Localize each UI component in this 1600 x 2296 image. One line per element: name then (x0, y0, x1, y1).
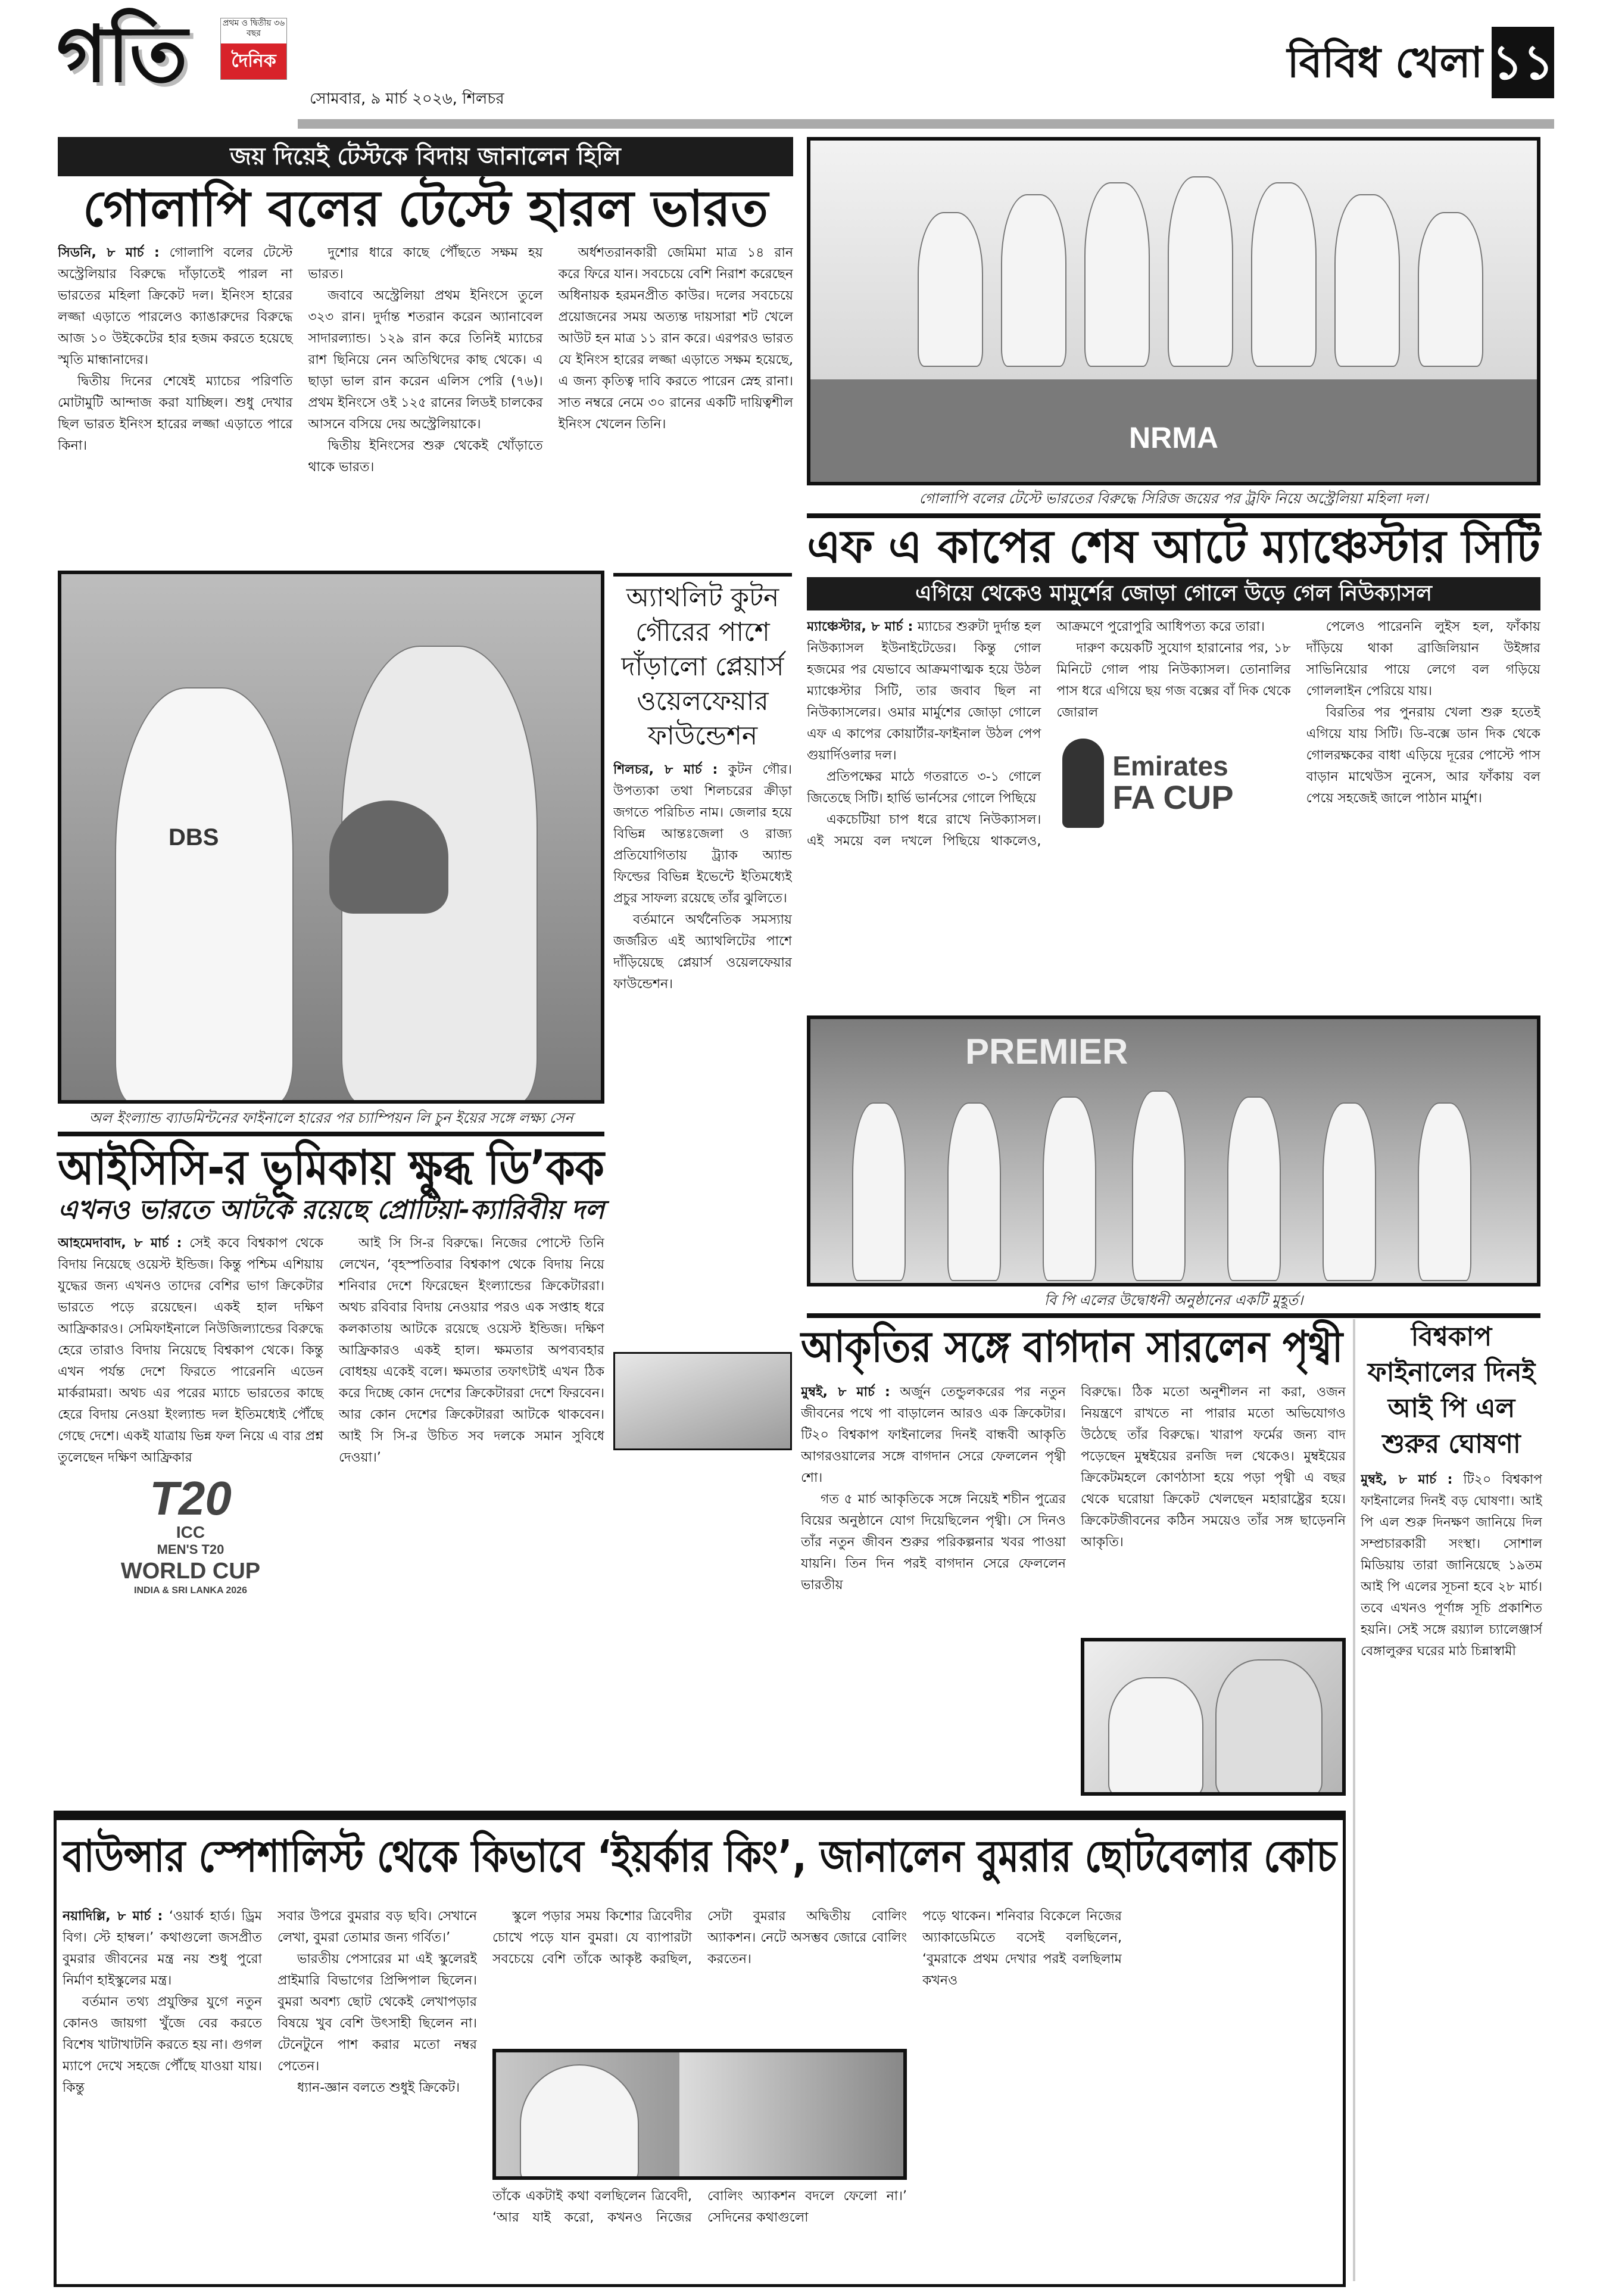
t20-world-cup-logo: T20 ICC MEN'S T20 WORLD CUP INDIA & SRI LANKA 2026 (120, 1471, 261, 1596)
section-title: বিবিধ খেলা (1287, 38, 1483, 87)
icc-subhead: এখনও ভারতে আটকে রয়েছে প্রোটিয়া-ক্যারিবীয় দল (58, 1195, 604, 1225)
test-article: সিডনি, ৮ মার্চ : গোলাপি বলের টেস্টে অস্ট্রেলিয়ার বিরুদ্ধে দাঁড়াতেই পারল না ভারতের মহিলা ক্রিকেট দল। ইনিংস হারের লজ্জা এড়াতে পারলেও ক্যাঙারুদের বিরুদ্ধে আজ ১০ উইকেটের হার হজম করতে হয়েছে স্মৃতি মান্ধানাদের। দ্বিতীয় দিনের শেষেই ম্যাচের পরিণতি মোটামুটি আন্দাজ করা যাচ্ছিল। শুধু দেখার ছিল ভারত ইনিংস হারের লজ্জা এড়াতে পারে কিনা। দুশোর ধারে কাছে পৌঁছতে সক্ষম হয় ভারত। জবাবে অস্ট্রেলিয়া প্রথম ইনিংসে তুলে ৩২৩ রান। দুর্দান্ত শতরান করেন অ্যানাবেল সাদারল্যান্ড। ১২৯ রান করে তিনিই ম্যাচের রাশ ছিনিয়ে নেন অতিথিদের কাছ থেকে। এ ছাড়া ভাল রান করেন এলিস পেরি (৭৬)। প্রথম ইনিংসে ওই ১২৫ রানের লিডই চালকের আসনে বসিয়ে দেয় অস্ট্রেলিয়াকে। দ্বিতীয় ইনিংসের শুরু থেকেই খোঁড়াতে থাকে ভারত। অর্ধশতরানকারী জেমিমা মাত্র ১৪ রান করে ফিরে যান। সবচেয়ে বেশি নিরাশ করেছেন অধিনায়ক হরমনপ্রীত কাউর। দলের সবচেয়ে প্রয়োজনের সময় অত্যন্ত দায়সারা শট খেলে আউট হন মাত্র ১১ রান করে। এরপরও ভারত যে ইনিংস হারের লজ্জা এড়াতে সক্ষম হয়েছে, এ জন্য কৃতিত্ব দাবি করতে পারেন স্নেহ রানা। সাত নম্বরে নেমে ৩০ রানের একটি দায়িত্বশীল ইনিংস খেলেন তিনি। (58, 245, 793, 475)
facup-logo: Emirates FA CUP (1056, 724, 1290, 843)
dateline: মুম্বই, ৮ মার্চ : (1361, 1472, 1453, 1487)
icc-story (58, 1141, 604, 1799)
coach-and-team-photo (492, 2049, 907, 2180)
prithvi-article-continued: বিরুদ্ধে। ঠিক মতো অনুশীলন না করা, ওজন নিয়ন্ত্রণে রাখতে না পারার মতো অভিযোগও উঠেছে তাঁর বিরুদ্ধে। খারাপ ফর্মের জন্য বাদ পড়েছেন মুম্বইয়ের রনজি দল থেকেও। মুম্বইয়ের ক্রিকেটমহলে কোণঠাসা হয়ে পড়া পৃথ্বী এ বছর থেকে ঘরোয়া ক্রিকেট খেলছেন মহারাষ্ট্রের হয়ে। ক্রিকেটজীবনের কঠিন সময়েও তাঁর সঙ্গ ছাড়েননি আকৃতি। (1081, 1385, 1346, 1550)
badge-title: দৈনিক (221, 43, 286, 79)
prithvi-article: মুম্বই, ৮ মার্চ : অর্জুন তেন্ডুলকরের পর নতুন জীবনের পথে পা বাড়ালেন আরও এক ক্রিকেটার। টি২০ বিশ্বকাপ ফাইনালের দিনই বান্ধবী আকৃতি আগরওয়ালের সঙ্গে বাগদান সেরে ফেললেন পৃথ্বী শো। গত ৫ মার্চ আকৃতিকে সঙ্গে নিয়েই শচীন পুত্রের বিয়ের অনুষ্ঠানে যোগ দিয়েছিলেন পৃথ্বী। সে দিনও তাঁর নতুন জীবন শুরুর পরিকল্পনার খবর পাওয়া যায়নি। তিন দিন পরই বাগদান সেরে ফেললেন ভারতীয় (801, 1385, 1066, 1593)
australia-team-photo (807, 137, 1540, 485)
australia-photo-caption: গোলাপি বলের টেস্টে ভারতের বিরুদ্ধে সিরিজ জয়ের পর ট্রফি নিয়ে অস্ট্রেলিয়া মহিলা দল। (919, 490, 1429, 507)
event-banner: PREMIER (965, 1032, 1128, 1071)
bumrah-article-col5: পড়ে থাকেন। শনিবার বিকেলে নিজের অ্যাকাডেমিতে বসেই বলছিলেন, ‘বুমরাকে প্রথম দেখার পরই বলছিলাম কখনও (922, 1909, 1122, 1988)
test-story (58, 137, 793, 560)
facup-article: ম্যাঞ্চেস্টার, ৮ মার্চ : ম্যাচের শুরুটা দুর্দান্ত হল নিউক্যাসল ইউনাইটেডের। কিন্তু গোল হজমের পর যেভাবে আক্রমণাত্মক হয়ে উঠল ম্যাঞ্চেস্টার সিটি, তার জবাব ছিল না নিউক্যাসলের। ওমার মার্মুশের জোড়া গোলে এফ এ কাপের কোয়ার্টার-ফাইনাল উঠল পেপ গুয়ার্দিওলার দল। প্রতিপক্ষের মাঠে গতরাতে ৩-১ গোলে জিতেছে সিটি। হার্ভি ভার্নসের গোলে পিছিয়ে একচেটিয়া চাপ ধরে রাখে নিউক্যাসল। এই সময়ে বল দখলে পিছিয়ে থাকলেও, আক্রমণে পুরোপুরি আধিপত্য করে তারা। দারুণ কয়েকটি সুযোগ হারানোর পর, ১৮ মিনিটে গোল পায় নিউক্যাসল। তোনালির পাস ধরে এগিয়ে ছয় গজ বক্সের বাঁ দিক থেকে জোরাল Emirates FA CUP পেলেও পারেননি লুইস হল, ফাঁকায় দাঁড়িয়ে থাকা ব্রাজিলিয়ান উইঙ্গার সাভিনিয়োর পায়ে লেগে বল গড়িয়ে গোললাইন পেরিয়ে যায়। বিরতির পর পুনরায় খেলা শুরু হতেই এগিয়ে যায় সিটি। ডি-বক্সে ডান দিক থেকে গোলরক্ষকের বাধা এড়িয়ে দূরের পোস্টে পাস বাড়ান মাথেউস নুনেস, আর ফাঁকায় বল পেয়ে সহজেই জালে পাঠান মার্মুশ। (807, 619, 1540, 849)
athlete-photo (613, 1352, 792, 1450)
dateline: ম্যাঞ্চেস্টার, ৮ মার্চ : (807, 619, 913, 635)
ipl-headline: বিশ্বকাপ ফাইনালের দিনই আই পি এল শুরুর ঘোষণা (1367, 1322, 1536, 1459)
test-headline: গোলাপি বলের টেস্টে হারল ভারত (82, 179, 769, 238)
divider (58, 1132, 604, 1136)
prithvi-headline: আকৃতির সঙ্গে বাগদান সারলেন পৃথ্বী (801, 1322, 1343, 1372)
facup-story (807, 521, 1540, 1007)
athlete-article: শিলচর, ৮ মার্চ : কুটন গৌর। উপত্যকা তথা শিলচরের ক্রীড়া জগতে পরিচিত নাম। জেলার হয়ে বিভিন্ন আন্তঃজেলা ও রাজ্য প্রতিযোগিতায় ট্র্যাক অ্যান্ড ফিল্ডের বিভিন্ন ইভেন্টে ইতিমধ্যেই প্রচুর সাফল্য রয়েছে তাঁর ঝুলিতে। বর্তমানে অর্থনৈতিক সমস্যায় জর্জরিত এই অ্যাথলিটের পাশে দাঁড়িয়েছে প্লেয়ার্স ওয়েলফেয়ার ফাউন্ডেশন। (613, 762, 792, 992)
header-rule (298, 119, 1554, 129)
dateline: আহমেদাবাদ, ৮ মার্চ : (58, 1235, 182, 1251)
facup-subhead: এগিয়ে থেকেও মামুর্শের জোড়া গোলে উড়ে গেল নিউক্যাসল (807, 577, 1540, 610)
test-kicker: জয় দিয়েই টেস্টকে বিদায় জানালেন হিলি (58, 137, 793, 176)
bpl-opening-photo (807, 1015, 1540, 1286)
issue-date: সোমবার, ৯ মার্চ ২০২৬, শিলচর (310, 90, 504, 108)
trophy-icon (329, 800, 448, 914)
edition-badge (220, 18, 287, 80)
bumrah-headline: বাউন্সার স্পেশালিস্ট থেকে কিভাবে ‘ইয়র্কার কিং’, জানালেন বুমরার ছোটবেলার কোচ (63, 1831, 1337, 1882)
divider (807, 513, 1540, 518)
newspaper-logo: গতি (57, 9, 188, 99)
bumrah-article-under-photo: তাঁকে একটাই কথা বলছিলেন ত্রিবেদী, ‘আর যাই করো, কখনও নিজের বোলিং অ্যাকশন বদলে ফেলো না।’ সেদিনের কথাগুলো (492, 2189, 907, 2225)
dateline: সিডনি, ৮ মার্চ : (58, 245, 160, 260)
engagement-photo (1081, 1638, 1346, 1796)
ipl-story (1361, 1319, 1542, 2281)
page-number: ১১ (1492, 27, 1554, 98)
column-divider (1353, 1319, 1355, 2281)
dateline: শিলচর, ৮ মার্চ : (613, 762, 718, 777)
sponsor-banner: NRMA (1129, 421, 1218, 454)
bumrah-article-col3: স্কুলে পড়ার সময় কিশোর ত্রিবেদীর চোখে পড়ে যান বুমরা। যে ব্যাপারটা সবচেয়ে বেশি তাঁকে আকৃষ্ট করছিল, সেটা বুমরার অদ্বিতীয় বোলিং অ্যাকশন। নেটে অসম্ভব জোরে বোলিং করতেন। (492, 1909, 907, 1967)
divider (807, 1313, 1540, 1318)
athlete-headline: অ্যাথলিট কুটন গৌরের পাশে দাঁড়ালো প্লেয়ার্স ওয়েলফেয়ার ফাউন্ডেশন (621, 582, 784, 751)
badge-subtitle: প্রথম ও দ্বিতীয় ৩৬ বছর (222, 18, 285, 38)
badminton-photo-caption: অল ইংল্যান্ড ব্যাডমিন্টনের ফাইনালে হারের পর চ্যাম্পিয়ন লি চুন ইয়ের সঙ্গে লক্ষ্য সেন (89, 1110, 573, 1126)
icc-article: আহমেদাবাদ, ৮ মার্চ : সেই কবে বিশ্বকাপ থেকে বিদায় নিয়েছে ওয়েস্ট ইন্ডিজ। কিন্তু পশ্চিম এশিয়ায় যুদ্ধের জন্য এখনও তাদের বেশির ভাগ ক্রিকেটার ভারতে পড়ে রয়েছেন। একই হাল দক্ষিণ আফ্রিকারও। সেমিফাইনালে নিউজিল্যান্ডের বিরুদ্ধে হেরে তারাও বিদায় নিয়েছে বিশ্বকাপ থেকে। কিন্তু এখন পর্যন্ত দেশে ফিরতে পারেননি এডেন মার্করামরা। অথচ এর পরের ম্যাচে ভারতের কাছে হেরে বিদায় নেওয়া ইংল্যান্ড দল ইতিমধ্যেই পৌঁছে গেছে দেশে। একই যাত্রায় ভিন্ন ফল নিয়ে এ বার প্রশ্ন তুলেছেন দক্ষিণ আফ্রিকার T20 ICC MEN'S T20 WORLD CUP INDIA & SRI LANKA 2026 আই সি সি-র বিরুদ্ধে। নিজের পোস্টে তিনি লেখেন, ‘বৃহস্পতিবার বিশ্বকাপ থেকে বিদায় নিয়ে শনিবার দেশে ফিরেছেন ইংল্যান্ডের ক্রিকেটাররা। অথচ রবিবার বিদায় নেওয়ার পরও এক সপ্তাহ ধরে কলকাতায় আটকে রয়েছে ওয়েস্ট ইন্ডিজ। দক্ষিণ আফ্রিকারও একই হাল। ক্ষমতার অপব্যবহার বোধহয় একেই বলে। ক্ষমতার তফাৎটাই এখন ঠিক করে দিচ্ছে কোন দেশের ক্রিকেটাররা দেশে ফিরবেন। আর কোন দেশের ক্রিকেটাররা আটকে থাকবেন। আই সি সি-র উচিত সব দলকে সমান সুবিধে দেওয়া।’ (58, 1233, 604, 1799)
facup-headline: এফ এ কাপের শেষ আটে ম্যাঞ্চেস্টার সিটি (807, 520, 1540, 573)
divider (613, 573, 792, 577)
icc-headline: আইসিসি-র ভূমিকায় ক্ষুব্ধ ডি’কক (58, 1140, 604, 1195)
dateline: নয়াদিল্লি, ৮ মার্চ : (63, 1909, 163, 1924)
trophy-icon (1062, 739, 1104, 828)
shirt-sponsor: DBS (169, 824, 219, 851)
ipl-article: মুম্বই, ৮ মার্চ : টি২০ বিশ্বকাপ ফাইনালের দিনই বড় ঘোষণা। আই পি এল শুরু দিনক্ষণ জানিয়ে দিল সম্প্রচারকারী সংস্থা। সোশাল মিডিয়ায় তারা জানিয়েছে ১৯তম আই পি এলের সূচনা হবে ২৮ মার্চ। তবে এখনও পূর্ণাঙ্গ সূচি প্রকাশিত হয়নি। সেই সঙ্গে রয়্যাল চ্যালেঞ্জার্স বেঙ্গালুরুর ঘরের মাঠ চিন্নাস্বামী (1361, 1472, 1542, 1659)
dateline: মুম্বই, ৮ মার্চ : (801, 1385, 890, 1400)
bumrah-article: নয়াদিল্লি, ৮ মার্চ : ‘ওয়ার্ক হার্ড। ড্রিম বিগ। স্টে হাম্বল।’ কথাগুলো জসপ্রীত বুমরার জীবনের মন্ত্র নয় শুধু পুরো নির্মাণ হাইস্কুলের মন্ত্র। বর্তমান তথ্য প্রযুক্তির যুগে নতুন কোনও জায়গা খুঁজে বের করতে বিশেষ খাটাখাটনি করতে হয় না। গুগল ম্যাপে দেখে সহজে পৌঁছে যাওয়া যায়। কিন্তু (63, 1909, 262, 2095)
bpl-photo-caption: বি পি এলের উদ্বোধনী অনুষ্ঠানের একটি মুহূর্ত। (1044, 1292, 1303, 1309)
bumrah-article-col2: সবার উপরে বুমরার বড় ছবি। সেখানে লেখা, বুমরা তোমার জন্য গর্বিত।’ ভারতীয় পেসারের মা এই স্কুলেরই প্রাইমারি বিভাগের প্রিন্সিপাল ছিলেন। বুমরা অবশ্য ছোট থেকেই লেখাপড়ার বিষয়ে খুব বেশি উৎসাহী ছিলেন না। টেনেটুনে পাশ করার মতো নম্বর পেতেন। ধ্যান-জ্ঞান বলতে শুধুই ক্রিকেট। (277, 1909, 477, 2095)
athlete-story (613, 581, 792, 1346)
badminton-photo (58, 571, 604, 1104)
